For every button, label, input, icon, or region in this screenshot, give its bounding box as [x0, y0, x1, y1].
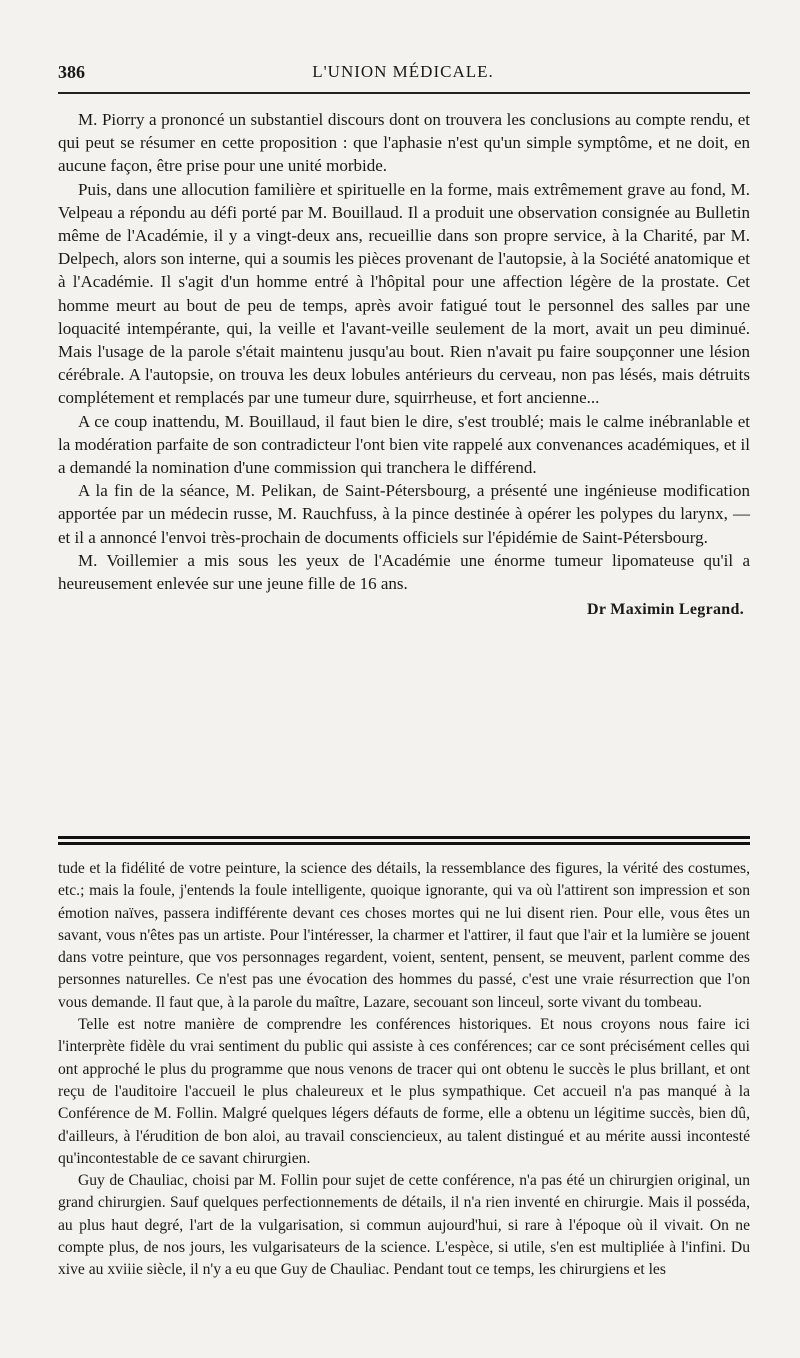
paragraph-continuation: tude et la fidélité de votre peinture, la science des détails, la ressemblance des figures, la vérité des costumes, etc.; mais la foule, j'entends la foule intelligente, quoique ignorante, qui va où l'attirent son impression et son émotion naïves, passera indifférente devant ces choses mortes qui ne lui disent rien. Pour elle, vous êtes un savant, vous n'êtes pas un artiste. Pour l'intéresser, la charmer et l'attirer, il faut que l'air et la lumière se jouent dans votre peinture, que vos personnages regardent, voient, sentent, pensent, se meuvent, parlent comme des personnes naturelles. Ce n'est pas une évocation des hommes du passé, c'est une vraie résurrection que l'on vous demande. Il faut que, à la parole du maître, Lazare, secouant son linceul, sorte vivant du tombeau.	[58, 860, 750, 1011]
paragraph-pelikan: A la fin de la séance, M. Pelikan, de Saint-Pétersbourg, a présenté une ingénieuse modification apportée par un médecin russe, M. Rauchfuss, à la pince destinée à opérer les polypes du larynx, — et il a annoncé l'envoi très-prochain de documents officiels sur l'épidémie de Saint-Pétersbourg.	[58, 481, 750, 547]
upper-article	[58, 108, 750, 619]
paragraph-bouillaud: A ce coup inattendu, M. Bouillaud, il faut bien le dire, s'est troublé; mais le calme inébranlable et la modération parfaite de son contradicteur l'ont bien vite rappelé aux convenances académiques, et il a demandé la nomination d'une commission qui tranchera le différend.	[58, 411, 750, 478]
header-rule	[58, 92, 750, 94]
section-divider	[58, 836, 750, 846]
paragraph-chauliac: Guy de Chauliac, choisi par M. Follin pour sujet de cette conférence, n'a pas été un chirurgien original, un grand chirurgien. Sauf quelques perfectionnements de détails, il n'a rien inventé en chirurgie. Mais il posséda, au plus haut degré, l'art de la vulgarisation, si commun aujourd'hui, si rare à l'époque où il vivait. On ne compte plus, de nos jours, les vulgarisateurs de la science. L'espèce, si utile, s'en est multipliée à l'infini. Du xive au xviiie siècle, il n'y a eu que Guy de Chauliac. Pendant tout ce temps, les chirurgiens et les	[58, 1172, 750, 1279]
page-header	[58, 56, 748, 86]
signature-surname: Legrand.	[678, 601, 744, 619]
paragraph-velpeau: Puis, dans une allocution familière et spirituelle en la forme, mais extrêmement grave au fond, M. Velpeau a répondu au défi porté par M. Bouillaud. Il a produit une observation consignée au Bulletin même de l'Académie, il y a vingt-deux ans, recueillie dans son propre service, à la Charité, par M. Delpech, alors son interne, qui a soumis les pièces provenant de l'autopsie, à la Société anatomique et à l'Académie. Il s'agit d'un homme entré à l'hôpital pour une affection légère de la prostate. Cet homme meurt au bout de peu de temps, après avoir fatigué tout le personnel des salles par une loquacité intempérante, qui, la veille et l'avant-veille seulement de la mort, avait un peu diminué. Mais l'usage de la parole s'était maintenu jusqu'au bout. Rien n'avait pu faire soupçonner une lésion cérébrale. A l'autopsie, on trouva les deux lobules antérieurs du cerveau, non pas lésés, mais détruits complétement et remplacés par une tumeur dure, squirrheuse, et fort ancienne...	[58, 179, 750, 408]
paragraph-conferences: Telle est notre manière de comprendre les conférences historiques. Et nous croyons nous faire ici l'interprète fidèle du vrai sentiment du public qui assiste à ces conférences; car ce sont précisément celles qui ont approché le plus du programme que nous venons de tracer qui ont obtenu le succès le plus brillant, et ont reçu de l'auditoire l'accueil le plus chaleureux et le plus sympathique. Cet accueil n'a pas manqué à la Conférence de M. Follin. Malgré quelques légers défauts de forme, elle a obtenu un légitime succès, bien dû, d'ailleurs, à l'érudition de bon aloi, au travail consciencieux, au talent distingué et au mérite aussi incontesté qu'incontestable de ce savant chirurgien.	[58, 1016, 750, 1167]
page-number: 386	[58, 62, 85, 82]
author-signature	[58, 601, 750, 619]
paragraph-voillemier: M. Voillemier a mis sous les yeux de l'Académie une énorme tumeur lipomateuse qu'il a heureusement enlevée sur une jeune fille de 16 ans.	[58, 550, 750, 594]
signature-prefix: Dr Maximin	[587, 601, 679, 619]
running-title: L'UNION MÉDICALE.	[312, 62, 494, 81]
paragraph-piorry: M. Piorry a prononcé un substantiel discours dont on trouvera les conclusions au compte rendu, et qui peut se résumer en cette proposition : que l'aphasie n'est qu'un simple symptôme, et ne doit, en aucune façon, être prise pour une unité morbide.	[58, 110, 750, 176]
feuilleton-article	[58, 858, 750, 1282]
